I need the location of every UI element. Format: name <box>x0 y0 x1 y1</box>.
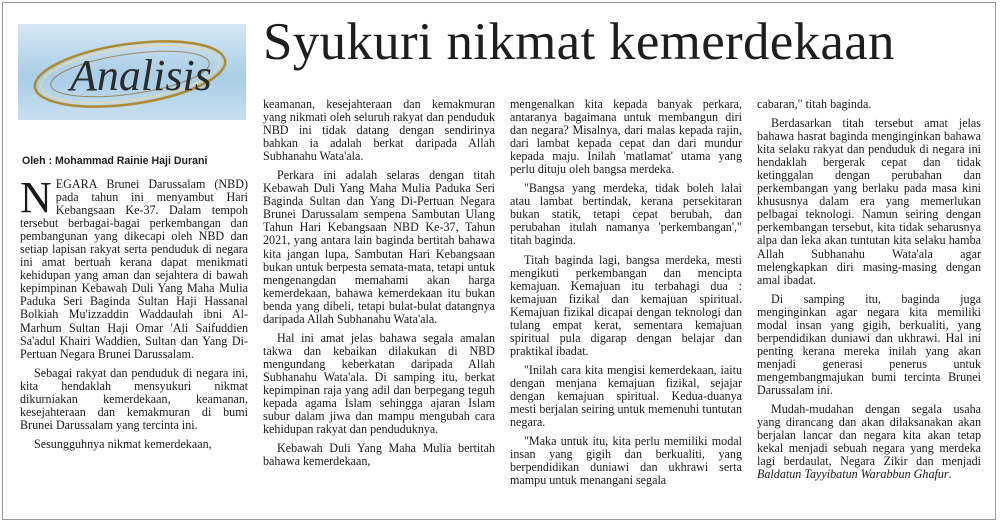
paragraph-8: Titah baginda lagi, bangsa merdeka, mesti mengikuti perkembangan dan mencipta kemajuan. Kemajuan itu terbahagi dua : kemajuan fizikal dan kemajuan spiritual. Kemajuan fizikal dicapai dengan teknologi dan tulang empat kerat, sementara kemajuan spiritual pula digarap dengan belajar dan praktikal ibadat. <box>510 252 742 358</box>
paragraph-12: Di samping itu, baginda juga menginginkan agar negara kita memiliki modal insan yang gigih, berkualiti, yang berpendidikan duniawi dan ukhrawi. Hal ini penting kerana mereka inilah yang akan menjadi generasi penerus untuk mengembangmajukan bumi tercinta Brunei Darussalam ini. <box>757 291 981 397</box>
analisis-logo <box>18 24 246 120</box>
paragraph-3-text: Sesungguhnya nikmat kemerdekaan, <box>34 436 212 451</box>
paragraph-13-text: Mudah-mudahan dengan segala usaha yang dirancang dan akan dilaksanakan akan berjalan lancar dan negara kita akan tetap kekal menjadi sebuah negara yang merdeka lagi berdaulat, Negara Zikir dan menjadi <box>757 402 981 469</box>
paragraph-3-rest: keamanan, kesejahteraan dan kemakmuran yang nikmati oleh seluruh rakyat dan penduduk NBD ini tidak datang dengan sendirinya bahkan ia adalah berkat daripada Allah Subhanahu Wata'ala. <box>263 97 495 164</box>
article-column-3 <box>510 98 742 493</box>
paragraph-10-start: "Maka untuk itu, kita perlu memiliki modal insan yang gigih dan berkualiti, yang berpendidikan duniawi dan ukhrawi serta mampu untuk menangani segala <box>510 434 742 488</box>
page-title: Syukuri nikmat kemerdekaan <box>263 13 895 71</box>
byline: Oleh : Mohammad Rainie Haji Durani <box>22 155 208 167</box>
paragraph-1-text: Brunei Darussalam (NBD) pada tahun ini menyambut Hari Kebangsaan Ke-37. Dalam tempoh tersebut berbagai-bagai perkembangan dan pembangunan yang dikecapi oleh NBD dan setiap lapisan rakyat serta penduduk di negara ini amat bertuah kerana dapat menikmati kehidupan yang aman dan sejahtera di bawah kepimpinan Kebawah Duli Yang Maha Mulia Paduka Seri Baginda Sultan Haji Hassanal Bolkiah Mu'izzaddin Waddaulah ibni Al-Marhum Sultan Haji Omar 'Ali Saifuddien Sa'adul Khairi Waddien, Sultan dan Yang Di-Pertuan Negara Brunei Darussalam. <box>20 177 248 361</box>
paragraph-13 <box>757 403 981 481</box>
paragraph-6-cont: mengenalkan kita kepada banyak perkara, antaranya bagaimana untuk membangun diri dan negara? Misalnya, dari malas kepada rajin, dari lambat kepada cepat dan dari mundur kepada maju. Inilah 'matlamat' utama yang perlu dituju oleh bangsa merdeka. <box>510 97 742 177</box>
paragraph-13-end: . <box>948 467 952 482</box>
paragraph-3-cont <box>263 98 495 163</box>
lead-word: EGARA <box>55 177 98 191</box>
paragraph-10-cont: cabaran," titah baginda. <box>757 97 872 111</box>
dropcap: N <box>20 173 52 222</box>
article-column-1 <box>20 173 248 457</box>
logo-text: Analisis <box>70 51 212 100</box>
paragraph-13-italic: Baldatun Tayyibatun Warabbun Ghafur <box>757 467 949 482</box>
paragraph-4: Perkara ini adalah selaras dengan titah Kebawah Duli Yang Maha Mulia Paduka Seri Baginda Sultan dan Yang Di-Pertuan Negara Brunei Darussalam sempena Sambutan Ulang Tahun Hari Kebangsaan NBD Ke-37, Tahun 2021, yang antara lain baginda bertitah bahawa kita jangan lupa, Sambutan Hari Kebangsaan bukan untuk berpesta semata-mata, tetapi untuk mengenangdan memahami akan harga kemerdekaan, bahawa kemerdekaan itu bukan benda yang dibeli, tetapi bulat-bulat datangnya daripada Allah Subhanahu Wata'ala. <box>263 168 495 326</box>
paragraph-11: Berdasarkan titah tersebut amat jelas bahawa hasrat baginda menginginkan bahawa kita selaku rakyat dan penduduk di negara ini hendaklah bergerak cepat dan tidak ketinggalan dengan perubahan dan perkembangan yang berlaku pada masa kini khususnya dalam era yang memerlukan pelbagai teknologi. Namun seiring dengan perkembangan tersebut, kita tidak seharusnya alpa dan leka akan tuntutan kita selaku hamba Allah Subhanahu Wata'ala agar melengkapkan diri masing-masing dengan amal ibadat. <box>757 116 981 287</box>
paragraph-6-start: Kebawah Duli Yang Maha Mulia bertitah bahawa kemerdekaan, <box>263 441 495 469</box>
paragraph-9: "Inilah cara kita mengisi kemerdekaan, iaitu dengan menjana kemajuan fizikal, sejajar dengan kemajuan spiritual. Kedua-duanya mesti berjalan seiring untuk memenuhi tuntutan negara. <box>510 362 742 430</box>
article-column-4 <box>757 98 981 487</box>
paragraph-1 <box>20 173 248 361</box>
paragraph-3-start <box>20 438 248 451</box>
paragraph-5: Hal ini amat jelas bahawa segala amalan takwa dan kebaikan dilakukan di NBD mengundang keberkatan daripada Allah Subhanahu Wata'ala. Di samping itu, berkat kepimpinan raja yang adil dan berpegang teguh kepada agama Islam sehingga ajaran Islam subur dalam jiwa dan mampu mengubah cara kehidupan rakyat dan penduduknya. <box>263 330 495 437</box>
paragraph-2: Sebagai rakyat dan penduduk di negara ini, kita hendaklah mensyukuri nikmat dikurniakan kemerdekaan, keamanan, kesejahteraan dan kemakmuran di bumi Brunei Darussalam yang tercinta ini. <box>20 365 248 432</box>
paragraph-7: "Bangsa yang merdeka, tidak boleh lalai atau lambat bertindak, kerana persekitaran bukan statik, tetapi cepat berubah, dan perubahan itulah namanya 'perkembangan'," titah baginda. <box>510 181 742 248</box>
article-column-2 <box>263 98 495 474</box>
